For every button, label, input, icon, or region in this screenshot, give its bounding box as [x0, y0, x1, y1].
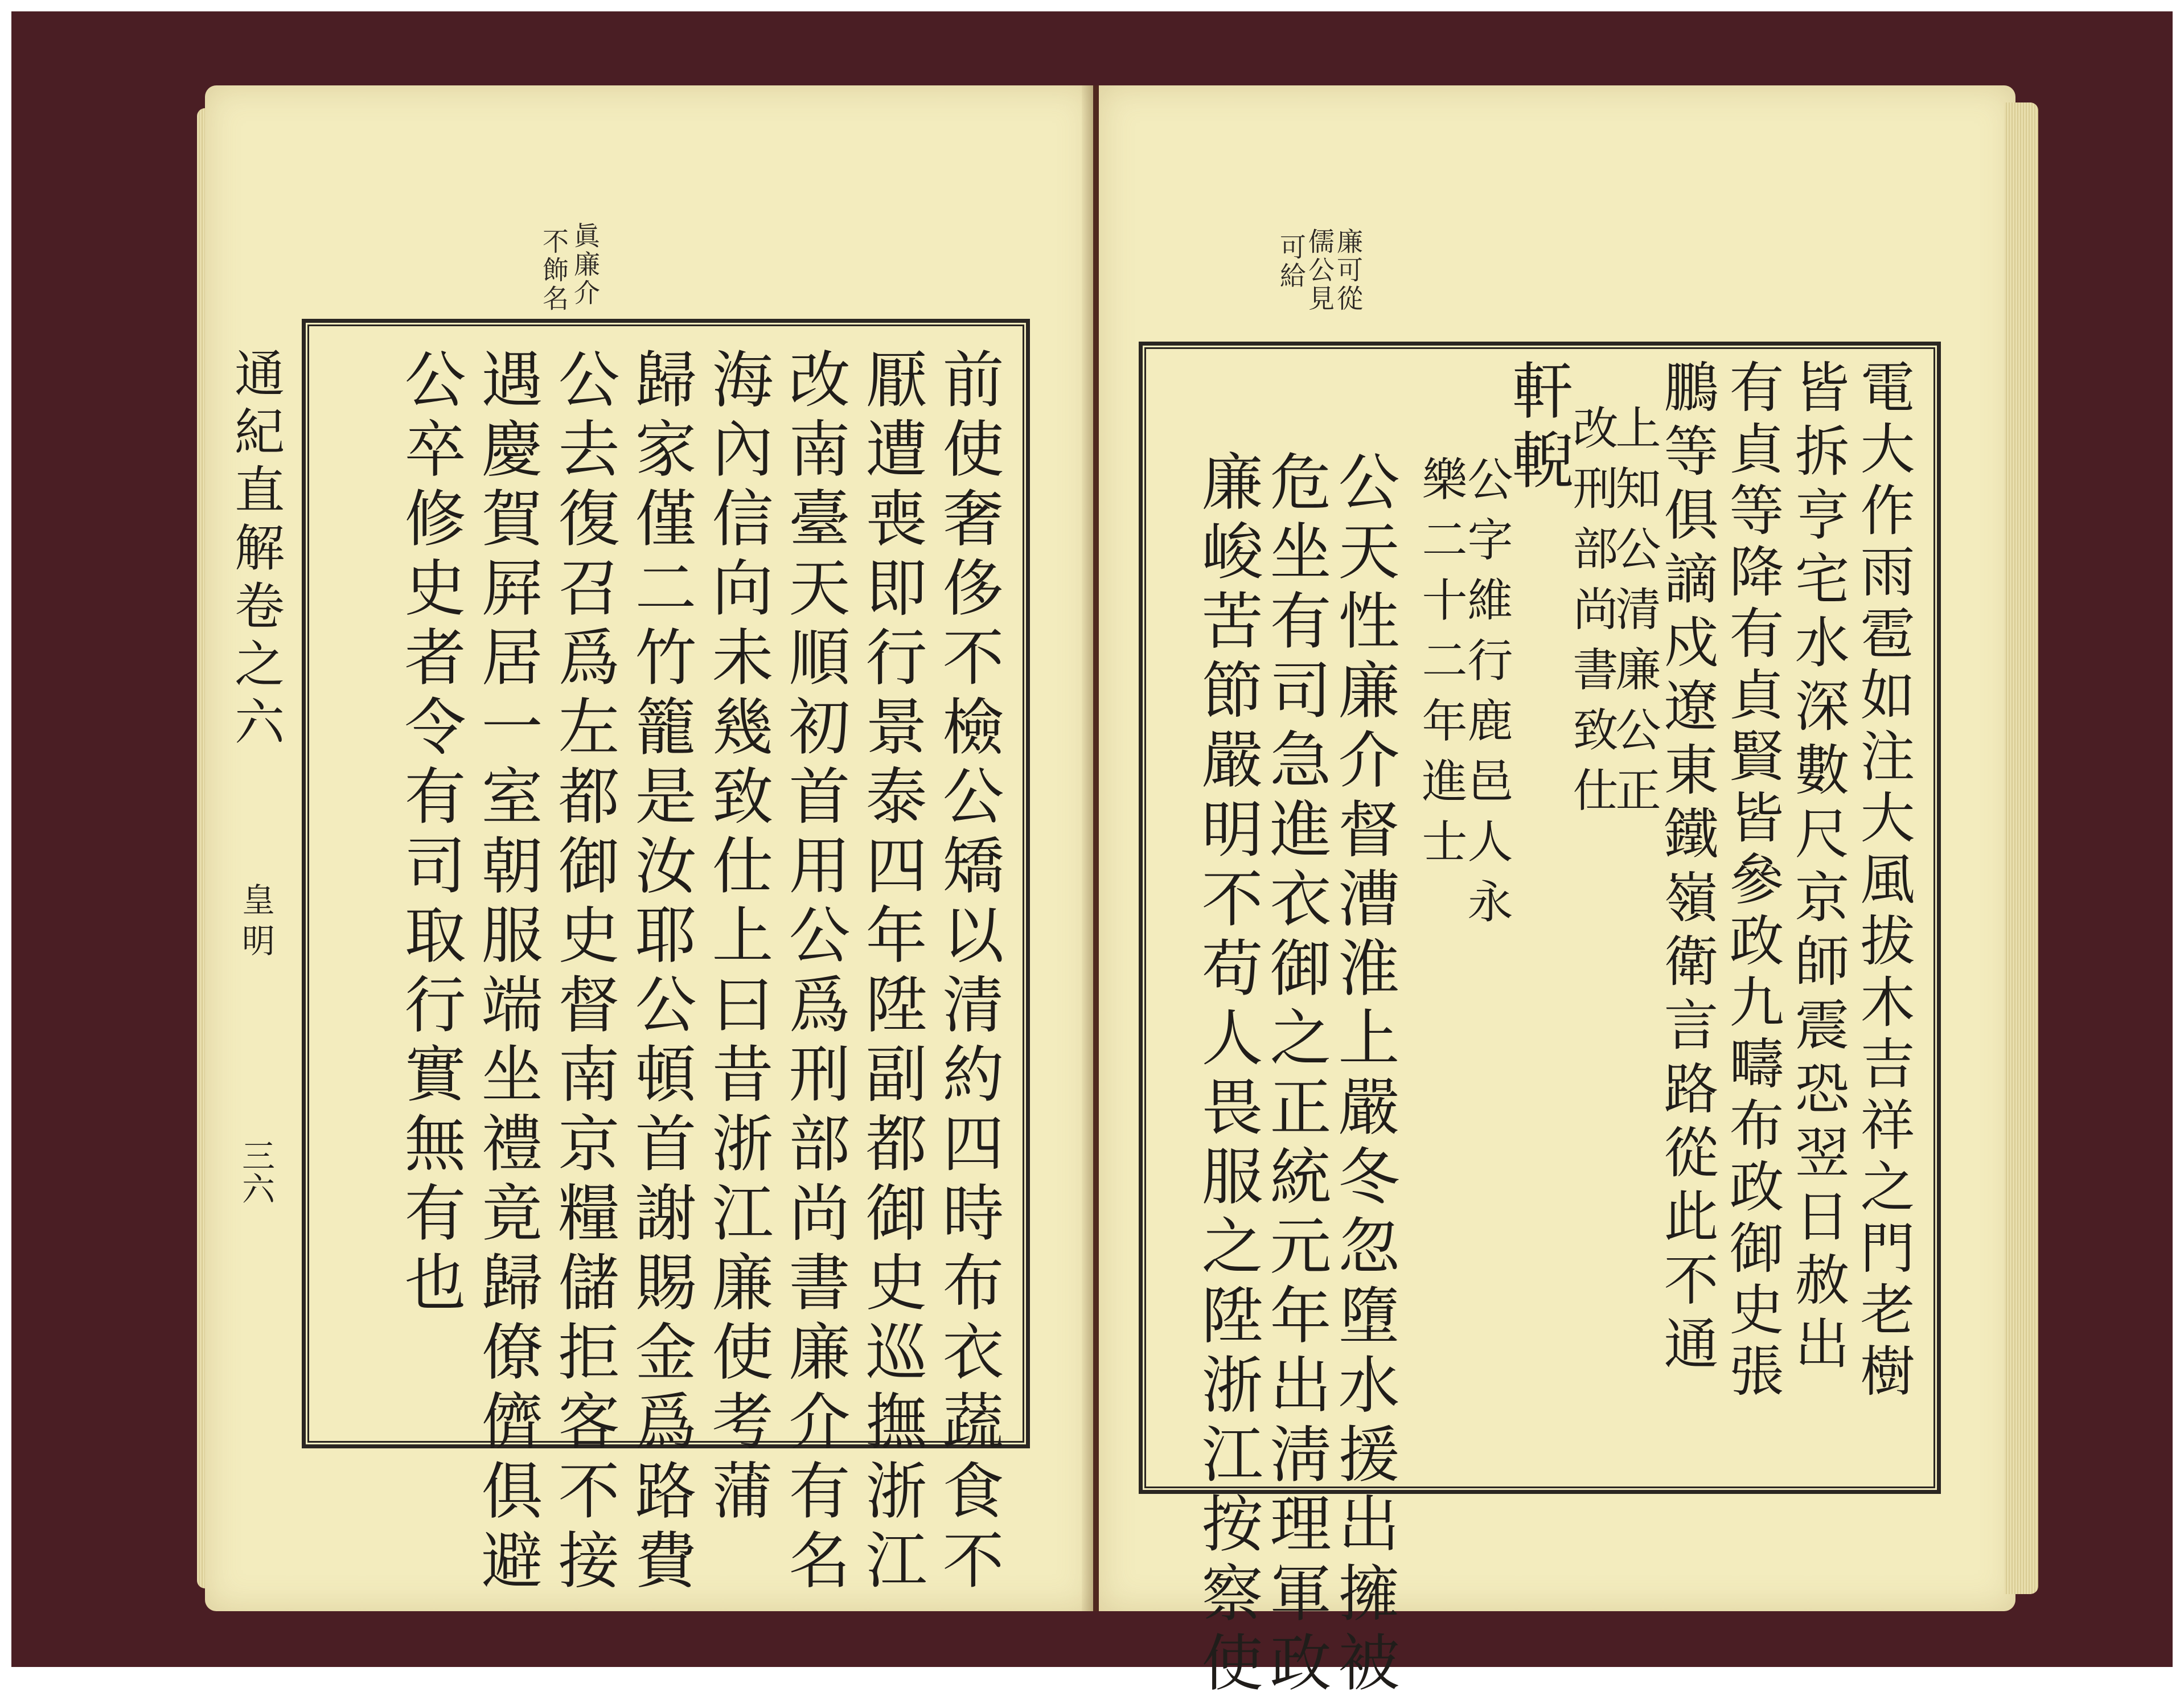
- right-page-edges: [2004, 102, 2038, 1594]
- left-column-2: 厭遭喪即行景泰四年陞副都御史巡撫浙江: [855, 347, 926, 1598]
- left-column-8: 公卒修史者令有司取行實無有也: [394, 347, 465, 1320]
- left-column-5: 歸家僅二竹籠是汝耶公頓首謝賜金爲路費: [625, 347, 696, 1598]
- folio-number: 三六: [236, 1139, 275, 1205]
- right-column-11: 危坐有司急進衣御之正統元年出淸理軍政: [1259, 450, 1331, 1700]
- right-column-12: 廉峻苦節嚴明不苟人畏服之陞浙江按察使: [1191, 450, 1262, 1700]
- left-column-3: 改南臺天順初首用公爲刑部尚書廉介有名: [778, 347, 849, 1598]
- right-column-2: 皆拆亨宅水深數尺京師震恐翌日赦出: [1786, 359, 1850, 1379]
- right-column-9: 樂二十二年進士: [1414, 455, 1467, 878]
- left-column-6: 公去復召爲左都御史督南京糧儲拒客不接: [548, 347, 619, 1598]
- right-column-4: 鵬等俱謫戍遼東鐵嶺衛言路從此不通: [1655, 359, 1719, 1379]
- left-column-4: 海內信向未幾致仕上曰昔浙江廉使考蒲: [701, 347, 773, 1528]
- margin-section: 皇明: [236, 882, 275, 964]
- left-top-note-2: 不飾名: [539, 228, 569, 313]
- right-column-5: 上知公清廉公正: [1608, 404, 1661, 827]
- right-top-note-2: 儒公見: [1304, 228, 1335, 313]
- right-column-3: 有貞等降有貞賢皆參政九疇布政御史張: [1721, 359, 1784, 1404]
- margin-title: 通紀直解卷之六: [227, 347, 285, 754]
- right-top-note-1: 廉可從: [1333, 228, 1364, 313]
- open-book: [205, 85, 2015, 1700]
- right-column-8: 公字維行鹿邑人永: [1460, 455, 1513, 938]
- left-page: [205, 85, 1093, 1611]
- right-column-1: 電大作雨雹如注大風拔木吉祥之門老樹: [1852, 359, 1915, 1404]
- right-heading-name: 軒輗: [1501, 359, 1573, 498]
- right-top-note-3: 可給: [1276, 233, 1307, 290]
- right-column-6: 改刑部尚書致仕: [1565, 404, 1618, 827]
- left-top-note-1: 眞廉介: [570, 222, 601, 307]
- right-page: [1099, 85, 2015, 1700]
- left-column-7: 遇慶賀屛居一室朝服端坐禮竟歸僚儕俱避: [471, 347, 542, 1598]
- left-column-1: 前使奢侈不檢公矯以清約四時布衣蔬食不: [932, 347, 1003, 1598]
- right-column-10: 公天性廉介督漕淮上嚴冬忽墮水援出擁被: [1328, 450, 1399, 1700]
